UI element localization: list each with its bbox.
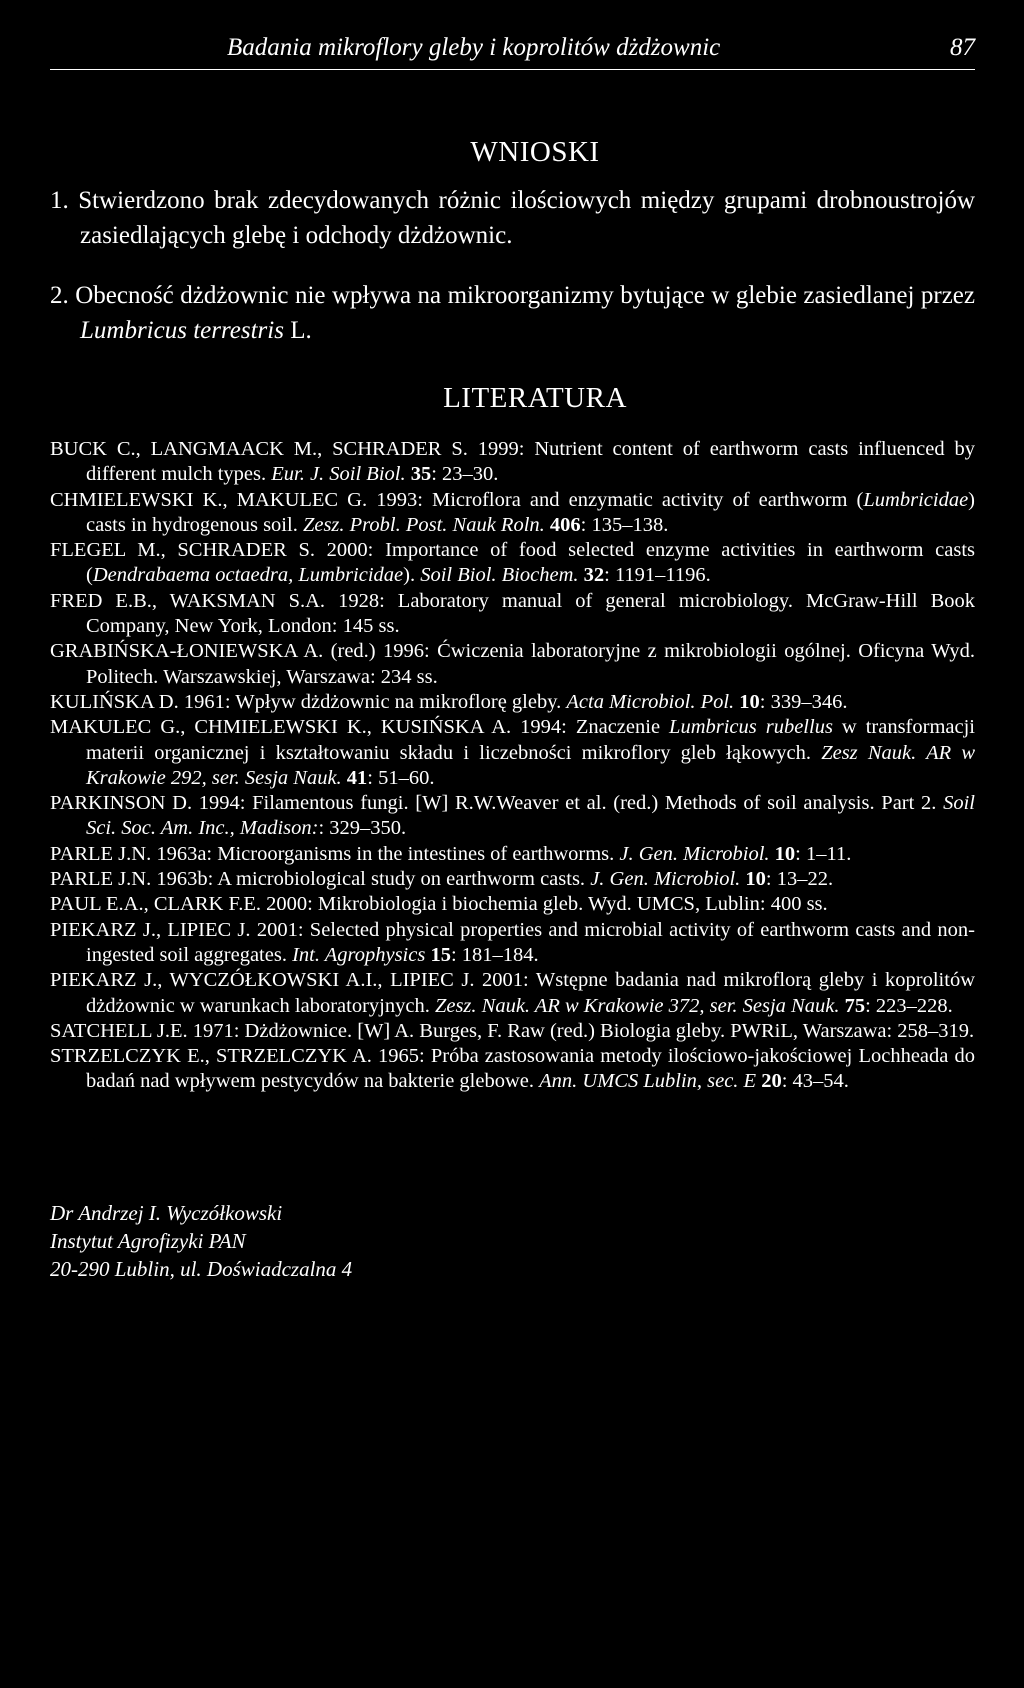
reference-italic-text: J. Gen. Microbiol. xyxy=(619,842,770,865)
reference-text: : 135–138. xyxy=(580,513,669,536)
reference-entry xyxy=(50,1019,975,1044)
reference-entry xyxy=(50,488,975,539)
author-address xyxy=(50,1199,975,1283)
reference-text: MAKULEC G., CHMIELEWSKI K., KUSIŃSKA A. 1994: Znaczenie xyxy=(50,716,670,739)
reference-text: : 1191–1196. xyxy=(604,564,711,587)
reference-italic-text: Acta Microbiol. Pol. xyxy=(566,690,735,713)
reference-text: CHMIELEWSKI K., MAKULEC G. 1993: Microflora and enzymatic activity of earthworm ( xyxy=(50,488,864,511)
reference-text: SATCHELL J.E. 1971: Dżdżownice. [W] A. Burges, F. Raw (red.) Biologia gleby. PWRiL, Warszawa: 258–319. xyxy=(50,1019,975,1042)
reference-entry xyxy=(50,589,975,640)
reference-text: PIEKARZ J., WYCZÓŁKOWSKI A.I., LIPIEC J. 2001: Wstępne badania nad mikroflorą gleby i koprolitów dżdżownic w warunkach laboratoryjnych. xyxy=(50,969,975,1017)
species-name: Lumbricus terrestris xyxy=(80,317,284,344)
reference-entry xyxy=(50,538,975,589)
conclusion-number: 2. xyxy=(50,282,69,309)
page-number: 87 xyxy=(950,34,975,61)
reference-entry xyxy=(50,639,975,690)
reference-text: KULIŃSKA D. 1961: Wpływ dżdżownic na mikroflorę gleby. xyxy=(50,690,567,713)
reference-text: ) casts in hydrogenous soil. xyxy=(86,488,975,536)
reference-entry xyxy=(50,968,975,1019)
reference-entry xyxy=(50,867,975,892)
reference-volume: 406 xyxy=(549,513,581,536)
reference-volume: 15 xyxy=(430,943,451,966)
reference-entry xyxy=(50,842,975,867)
conclusion-number: 1. xyxy=(50,187,69,214)
reference-entry xyxy=(50,892,975,917)
reference-text: : 339–346. xyxy=(759,690,848,713)
conclusions-section xyxy=(50,136,975,348)
conclusions-heading: WNIOSKI xyxy=(470,136,600,168)
literature-heading: LITERATURA xyxy=(443,382,627,414)
reference-text: : 23–30. xyxy=(431,463,499,486)
reference-entry xyxy=(50,1044,975,1095)
reference-text: GRABIŃSKA-ŁONIEWSKA A. (red.) 1996: Ćwiczenia laboratoryjne z mikrobiologii ogólnej. Oficyna Wyd. Politech. Warszawskiej, Warszawa: 234 ss. xyxy=(50,640,975,688)
author-name: Dr Andrzej I. Wyczółkowski xyxy=(50,1200,283,1225)
reference-volume: 75 xyxy=(844,994,866,1017)
reference-text: PARLE J.N. 1963a: Microorganisms in the intestines of earthworms. xyxy=(50,842,620,865)
reference-entry xyxy=(50,437,975,488)
reference-italic-text: Zesz. Nauk. AR w Krakowie 372, ser. Sesja Nauk. xyxy=(434,994,840,1017)
reference-text: w transformacji materii organicznej i kształtowaniu składu i liczebności mikroflory gleb łąkowych. xyxy=(86,716,975,764)
reference-italic-text: J. Gen. Microbiol. xyxy=(590,868,741,891)
reference-italic-text: Zesz Nauk. AR w Krakowie 292, ser. Sesja Nauk. xyxy=(86,741,975,789)
reference-volume: 10 xyxy=(774,842,796,865)
reference-italic-text: Lumbricidae xyxy=(863,488,969,511)
reference-italic-text: Soil Sci. Soc. Am. Inc., Madison: xyxy=(86,792,975,840)
reference-text: : 51–60. xyxy=(367,766,435,789)
page xyxy=(50,0,975,1283)
reference-text: STRZELCZYK E., STRZELCZYK A. 1965: Próba zastosowania metody ilościowo-jakościowej Lochheada do badań nad wpływem pestycydów na bakterie glebowe. xyxy=(50,1045,975,1093)
reference-text: : 223–228. xyxy=(865,994,953,1017)
reference-text: : 13–22. xyxy=(765,868,834,891)
reference-italic-text: Dendrabaema octaedra, Lumbricidae xyxy=(92,564,404,587)
reference-text: ). xyxy=(403,564,421,587)
reference-italic-text: Soil Biol. Biochem. xyxy=(420,564,579,587)
reference-volume: 32 xyxy=(583,564,605,587)
reference-text: : 1–11. xyxy=(795,842,852,865)
reference-entry xyxy=(50,690,975,715)
reference-text: PARKINSON D. 1994: Filamentous fungi. [W] R.W.Weaver et al. (red.) Methods of soil analysis. Part 2. xyxy=(50,792,944,815)
reference-entry xyxy=(50,715,975,791)
reference-italic-text: Ann. UMCS Lublin, sec. E xyxy=(539,1070,757,1093)
reference-volume: 10 xyxy=(745,868,766,891)
conclusion-text: Stwierdzono brak zdecydowanych różnic ilościowych między grupami drobnoustrojów zasiedlających glebę i odchody dżdżownic. xyxy=(78,187,976,249)
reference-text: : 43–54. xyxy=(781,1070,849,1093)
reference-text: PAUL E.A., CLARK F.E. 2000: Mikrobiologia i biochemia gleb. Wyd. UMCS, Lublin: 400 ss. xyxy=(50,893,828,916)
reference-text: : 329–350. xyxy=(318,817,407,840)
conclusion-text: L. xyxy=(283,317,312,344)
reference-volume: 20 xyxy=(761,1070,782,1093)
reference-italic-text: Lumbricus rubellus xyxy=(669,716,833,739)
reference-entry xyxy=(50,918,975,969)
reference-text: FRED E.B., WAKSMAN S.A. 1928: Laboratory manual of general microbiology. McGraw-Hill Book Company, New York, London: 145 ss. xyxy=(50,589,975,638)
reference-text: FLEGEL M., SCHRADER S. 2000: Importance of food selected enzyme activities in earthworm casts ( xyxy=(50,539,975,587)
running-title: Badania mikroflory gleby i koprolitów dżdżownic xyxy=(227,34,721,61)
reference-text: PARLE J.N. 1963b: A microbiological study on earthworm casts. xyxy=(50,868,591,891)
conclusion-text: Obecność dżdżownic nie wpływa na mikroorganizmy bytujące w glebie zasiedlanej przez xyxy=(75,282,975,309)
reference-italic-text: Eur. J. Soil Biol. xyxy=(271,463,406,486)
conclusion-item xyxy=(50,183,975,253)
conclusion-item xyxy=(50,278,975,348)
reference-volume: 35 xyxy=(410,463,432,486)
reference-italic-text: Zesz. Probl. Post. Nauk Roln. xyxy=(302,513,545,536)
reference-text: PIEKARZ J., LIPIEC J. 2001: Selected physical properties and microbial activity of earthworm casts and non-ingested soil aggregates. xyxy=(50,918,975,966)
reference-volume: 10 xyxy=(739,690,760,713)
reference-entry xyxy=(50,791,975,842)
reference-list xyxy=(50,437,975,1095)
reference-text: : 181–184. xyxy=(450,943,539,966)
author-institute: Instytut Agrofizyki PAN xyxy=(50,1228,246,1253)
reference-italic-text: Int. Agrophysics xyxy=(292,943,426,966)
reference-text: BUCK C., LANGMAACK M., SCHRADER S. 1999: Nutrient content of earthworm casts influenced by different mulch types. xyxy=(50,438,975,486)
running-header xyxy=(50,0,975,70)
reference-volume: 41 xyxy=(346,766,368,789)
author-street-address: 20-290 Lublin, ul. Doświadczalna 4 xyxy=(50,1256,353,1281)
